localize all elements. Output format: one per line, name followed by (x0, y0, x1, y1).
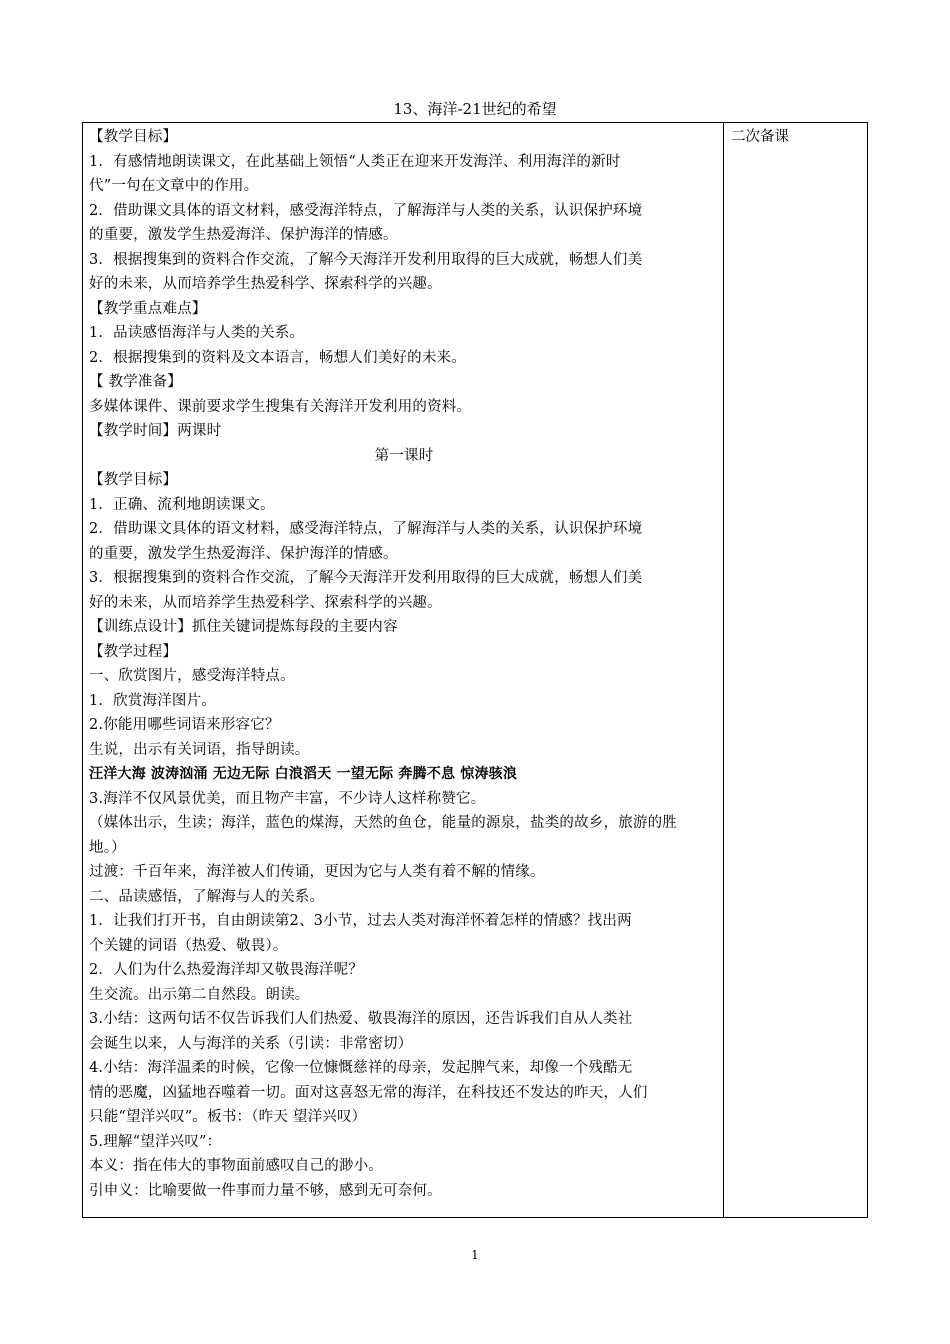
text-line: 【教学目标】 (89, 129, 178, 145)
text-line: 代”一句在文章中的作用。 (89, 178, 259, 194)
lesson-content-cell (89, 125, 719, 1203)
section-heading: 【教学时间】两课时 (89, 423, 222, 439)
text-line: 生说，出示有关词语，指导朗读。 (89, 741, 310, 758)
text-line: 2．借助课文具体的语文材料，感受海洋特点，了解海洋与人类的关系，认识保护环境 (89, 521, 643, 537)
text-line: 个关键的词语（热爱、敬畏）。 (89, 937, 288, 954)
text-line: 1．有感情地朗读课文，在此基础上领悟“人类正在迎来开发海洋、利用海洋的新时 (89, 153, 621, 170)
secondary-preparation-cell: 二次备课 (731, 129, 789, 145)
text-line: 引申义：比喻要做一件事而力量不够，感到无可奈何。 (89, 1182, 442, 1199)
text-line: 2．根据搜集到的资料及文本语言，畅想人们美好的未来。 (89, 349, 466, 366)
section-heading: 【教学重点难点】 (89, 300, 207, 317)
text-line: 多媒体课件、课前要求学生搜集有关海洋开发利用的资料。 (89, 398, 472, 415)
text-line: 一、欣赏图片，感受海洋特点。 (89, 668, 295, 684)
text-line: 2.你能用哪些词语来形容它？ (89, 717, 280, 733)
text-line: 好的未来，从而培养学生热爱科学、探索科学的兴趣。 (89, 276, 442, 292)
page-number: 1 (471, 1248, 479, 1262)
text-line: 1．正确、流利地朗读课文。 (89, 496, 275, 513)
text-line: 1．品读感悟海洋与人类的关系。 (89, 325, 305, 341)
text-line: 会诞生以来，人与海洋的关系（引读：非常密切） (89, 1035, 413, 1052)
section-heading: 【 教学准备】 (89, 374, 183, 390)
text-line: 过渡：千百年来，海洋被人们传诵，更因为它与人类有着不解的情缘。 (89, 864, 545, 880)
section-heading: 【教学过程】 (89, 643, 178, 660)
section-heading: 【教学目标】 (89, 472, 178, 488)
text-line: （媒体出示，生读；海洋，蓝色的煤海，天然的鱼仓，能量的源泉，盐类的故乡，旅游的胜 (89, 815, 677, 831)
text-line: 2．借助课文具体的语文材料，感受海洋特点，了解海洋与人类的关系，认识保护环境 (89, 202, 643, 219)
section-heading: 【训练点设计】抓住关键词提炼每段的主要内容 (89, 619, 398, 635)
text-line: 5.理解“望洋兴叹”： (89, 1133, 222, 1150)
text-line: 3.海洋不仅风景优美，而且物产丰富，不少诗人这样称赞它。 (89, 790, 486, 807)
text-line: 好的未来，从而培养学生热爱科学、探索科学的兴趣。 (89, 594, 442, 611)
text-line: 地。） (89, 839, 126, 856)
text-line: 1．让我们打开书，自由朗读第2、3小节，过去人类对海洋怀着怎样的情感？找出两 (89, 913, 632, 929)
text-line: 的重要，激发学生热爱海洋、保护海洋的情感。 (89, 227, 398, 243)
column-divider (723, 123, 724, 1217)
document-title: 13、海洋-21世纪的希望 (393, 100, 557, 118)
text-line: 3．根据搜集到的资料合作交流，了解今天海洋开发利用取得的巨大成就，畅想人们美 (89, 251, 643, 268)
lesson-period-heading: 第一课时 (374, 447, 434, 464)
text-line: 4.小结：海洋温柔的时候，它像一位慷慨慈祥的母亲，发起脾气来，却像一个残酷无 (89, 1060, 633, 1076)
text-line: 只能“望洋兴叹”。板书：（昨天 望洋兴叹） (89, 1109, 367, 1125)
vocabulary-words: 汪洋大海 波涛汹涌 无边无际 白浪滔天 一望无际 奔腾不息 惊涛骇浪 (89, 766, 518, 782)
text-line: 的重要，激发学生热爱海洋、保护海洋的情感。 (89, 545, 398, 562)
text-line: 二、品读感悟，了解海与人的关系。 (89, 888, 325, 905)
lesson-plan-table (82, 122, 868, 1218)
text-line: 生交流。出示第二自然段。朗读。 (89, 986, 310, 1003)
text-line: 3.小结：这两句话不仅告诉我们人们热爱、敬畏海洋的原因，还告诉我们自从人类社 (89, 1011, 633, 1027)
text-line: 2．人们为什么热爱海洋却又敬畏海洋呢？ (89, 962, 364, 978)
text-line: 3．根据搜集到的资料合作交流，了解今天海洋开发利用取得的巨大成就，畅想人们美 (89, 570, 643, 586)
text-line: 1．欣赏海洋图片。 (89, 692, 217, 709)
text-line: 情的恶魔，凶猛地吞噬着一切。面对这喜怒无常的海洋，在科技还不发达的昨天，人们 (89, 1084, 648, 1101)
text-line: 本义：指在伟大的事物面前感叹自己的渺小。 (89, 1158, 383, 1174)
